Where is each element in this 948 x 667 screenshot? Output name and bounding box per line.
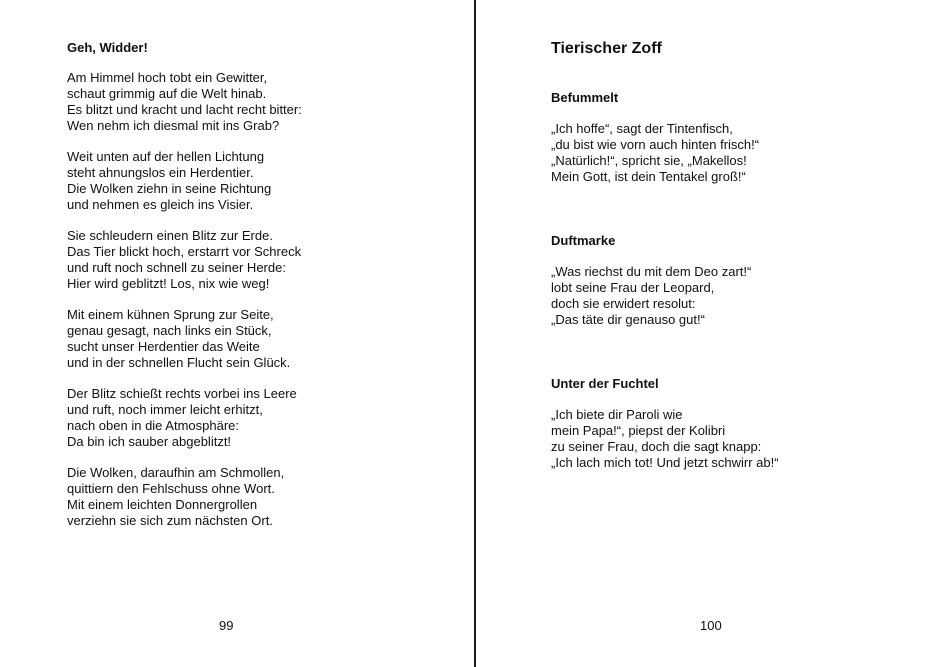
poem-text: „Ich hoffe“, sagt der Tintenfisch, „du bist wie vorn auch hinten frisch!“ „Natürlich!“, spricht sie, „Makellos! Mein Gott, ist dein Tentakel groß!“ — [551, 121, 760, 184]
page-number: 99 — [219, 618, 234, 633]
stanza-5: Der Blitz schießt rechts vorbei ins Leere und ruft, noch immer leicht erhitzt, nach oben in die Atmosphäre: Da bin ich sauber abgeblitzt! — [67, 386, 297, 449]
poem-unter-der-fuchtel — [551, 376, 931, 471]
poem-duftmarke — [551, 233, 931, 328]
stanza-4: Mit einem kühnen Sprung zur Seite, genau gesagt, nach links ein Stück, sucht unser Herdentier das Weite und in der schnellen Flucht sein Glück. — [67, 307, 291, 370]
stanza-1: Am Himmel hoch tobt ein Gewitter, schaut grimmig auf die Welt hinab. Es blitzt und kracht und lacht recht bitter: Wen nehm ich diesmal mit ins Grab? — [67, 70, 302, 133]
poem-title: Unter der Fuchtel — [551, 376, 659, 391]
poem-title: Befummelt — [551, 90, 619, 105]
poem-title: Geh, Widder! — [67, 40, 148, 55]
stanza-2: Weit unten auf der hellen Lichtung steht ahnungslos ein Herdentier. Die Wolken ziehn in seine Richtung und nehmen es gleich ins Visier. — [67, 149, 272, 212]
poem-text: „Ich biete dir Paroli wie mein Papa!“, piepst der Kolibri zu seiner Frau, doch die sagt knapp: „Ich lach mich tot! Und jetzt schwirr ab!“ — [551, 407, 779, 470]
stanza-6: Die Wolken, daraufhin am Schmollen, quittiern den Fehlschuss ohne Wort. Mit einem leichten Donnergrollen verziehn sie sich zum nächsten Ort. — [67, 465, 285, 528]
section-title: Tierischer Zoff — [551, 40, 662, 57]
poem-befummelt — [551, 90, 931, 185]
poem-geh-widder — [67, 40, 457, 529]
poem-title: Duftmarke — [551, 233, 616, 248]
stanza-3: Sie schleudern einen Blitz zur Erde. Das Tier blickt hoch, erstarrt vor Schreck und ruft noch schnell zu seiner Herde: Hier wird geblitzt! Los, nix wie weg! — [67, 228, 302, 291]
poem-text: „Was riechst du mit dem Deo zart!“ lobt seine Frau der Leopard, doch sie erwidert resolut: „Das täte dir genauso gut!“ — [551, 264, 752, 327]
right-page — [476, 0, 948, 667]
page-number: 100 — [700, 618, 722, 633]
